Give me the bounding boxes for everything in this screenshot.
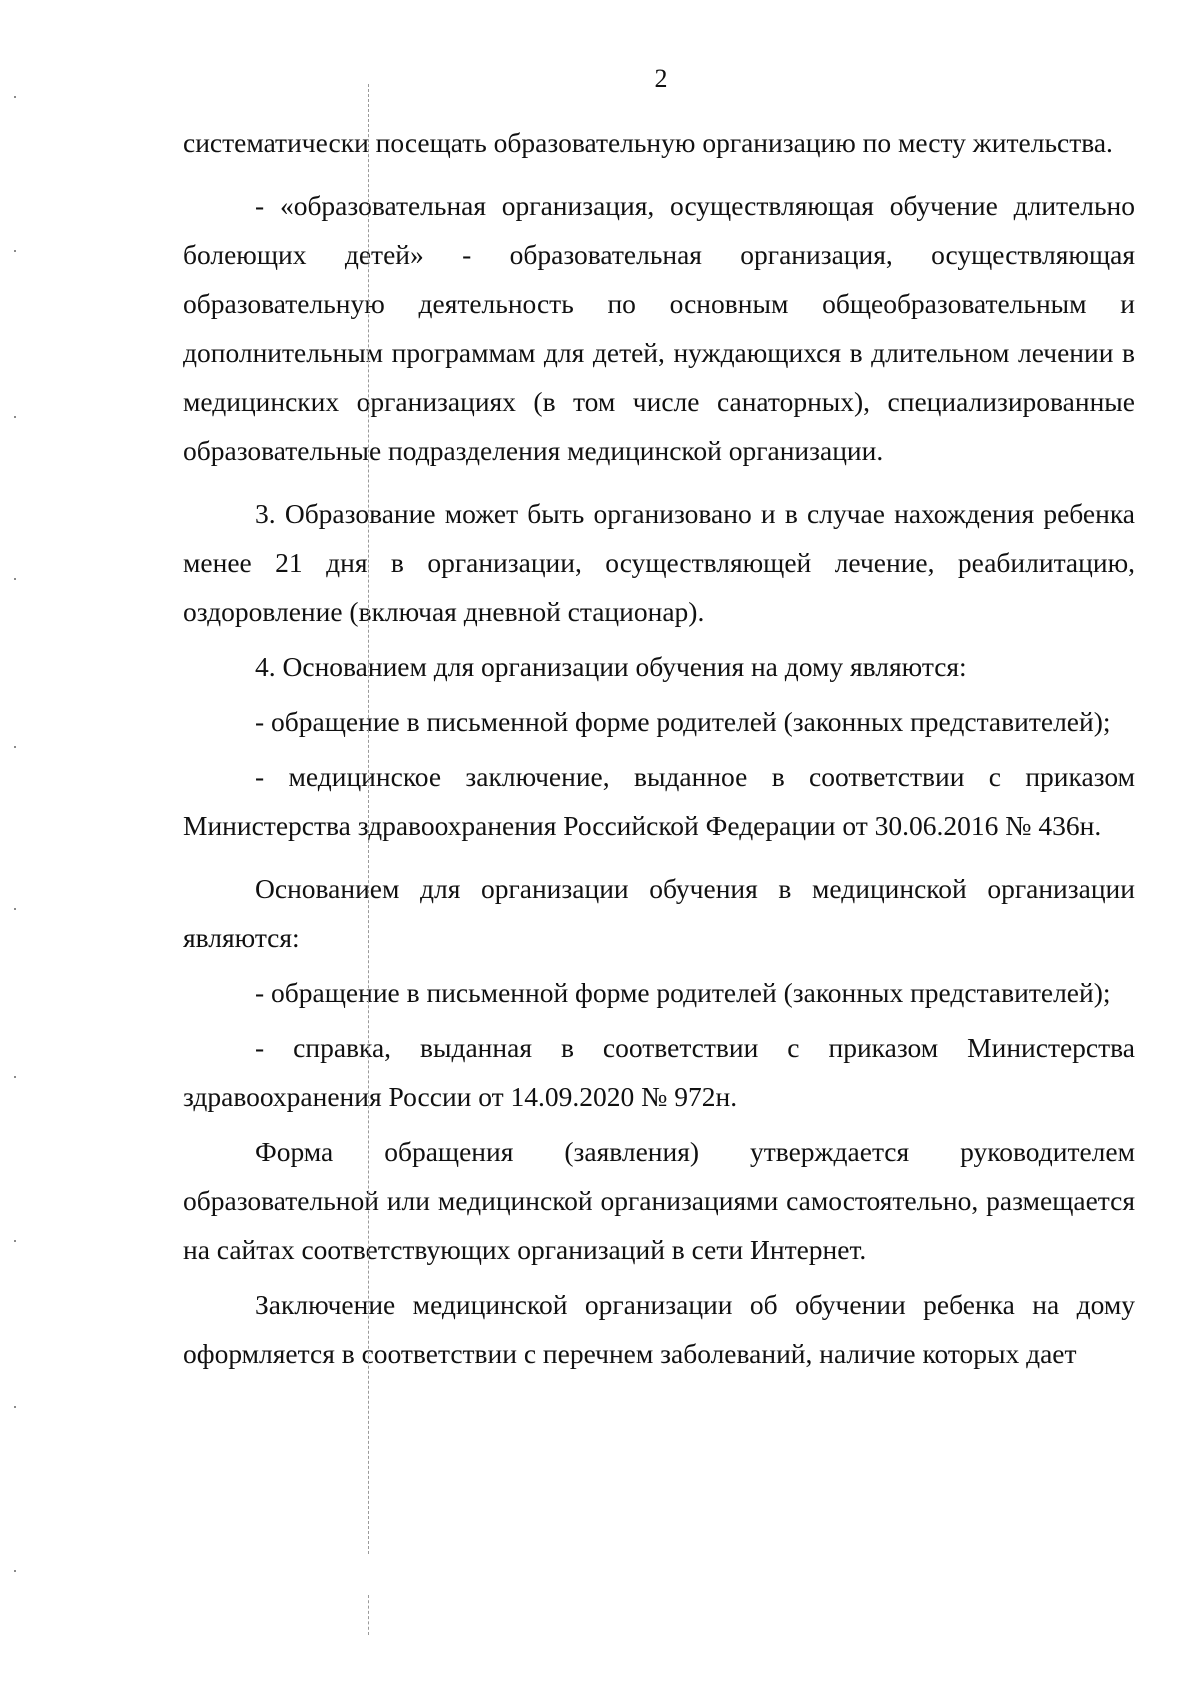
scan-fold-line: [368, 84, 369, 1554]
scan-speck: [14, 96, 16, 98]
scan-speck: [14, 416, 16, 418]
list-item-medical-request: - обращение в письменной форме родителей (законных представителей);: [255, 977, 1111, 1008]
scan-speck: [14, 746, 16, 748]
paragraph-continuation: систематически посещать образовательную организацию по месту жительства.: [183, 127, 1113, 158]
paragraph-request-form: Форма обращения (заявления) утверждается руководителем образовательной или медицинской организациями самостоятельно, размещается на сайтах соответствующих организаций в сети Интернет.: [183, 1136, 1135, 1265]
scan-fold-line: [368, 1595, 369, 1635]
page-number: 2: [654, 64, 668, 93]
scan-speck: [14, 1076, 16, 1078]
scan-speck: [14, 578, 16, 580]
scan-speck: [14, 1240, 16, 1242]
scan-speck: [14, 1406, 16, 1408]
list-item-home-request: - обращение в письменной форме родителей (законных представителей);: [255, 706, 1111, 737]
paragraph-definition: - «образовательная организация, осуществляющая обучение длительно болеющих детей» - образовательная организация, осуществляющая образовательную деятельность по основным общеобразовательным и дополнительным программам для детей, нуждающихся в длительном лечении в медицинских организациях (в том числе санаторных), специализированные образовательные подразделения медицинской организации.: [183, 190, 1135, 466]
paragraph-item-3: 3. Образование может быть организовано и в случае нахождения ребенка менее 21 дня в организации, осуществляющей лечение, реабилитацию, оздоровление (включая дневной стационар).: [183, 498, 1135, 627]
paragraph-medical-basis: Основанием для организации обучения в медицинской организации являются:: [183, 873, 1135, 953]
scan-speck: [14, 250, 16, 252]
scan-speck: [14, 1570, 16, 1572]
paragraph-item-4: 4. Основанием для организации обучения на дому являются:: [255, 651, 967, 682]
paragraph-medical-conclusion: Заключение медицинской организации об обучении ребенка на дому оформляется в соответствии с перечнем заболеваний, наличие которых дает: [183, 1289, 1135, 1369]
list-item-certificate: - справка, выданная в соответствии с приказом Министерства здравоохранения России от 14.09.2020 № 972н.: [183, 1032, 1135, 1112]
document-body: [183, 118, 1135, 1378]
scan-speck: [14, 908, 16, 910]
list-item-medical-conclusion: - медицинское заключение, выданное в соответствии с приказом Министерства здравоохранения Российской Федерации от 30.06.2016 № 436н.: [183, 761, 1135, 841]
